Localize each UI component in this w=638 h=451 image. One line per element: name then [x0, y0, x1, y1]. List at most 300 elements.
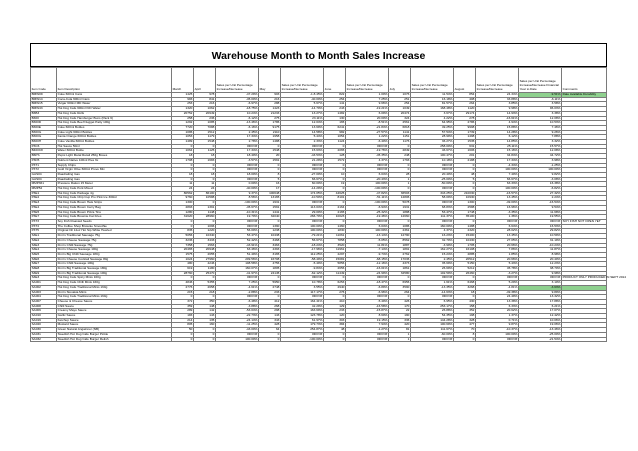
value-cell[interactable]: #DIV/0!: [216, 295, 259, 300]
value-cell[interactable]: 6956: [389, 281, 411, 286]
value-cell[interactable]: 1124: [324, 140, 346, 145]
value-cell[interactable]: 408: [454, 97, 476, 102]
value-cell[interactable]: 266.70%: [281, 215, 324, 220]
item-description-cell[interactable]: Roadrailing Gas: [57, 172, 172, 177]
column-header[interactable]: August: [454, 68, 476, 93]
value-cell[interactable]: 10430: [454, 238, 476, 243]
value-cell[interactable]: 100.00%: [281, 229, 324, 234]
value-cell[interactable]: 1: [389, 337, 411, 342]
value-cell[interactable]: 298: [259, 309, 281, 314]
value-cell[interactable]: -13.14%: [346, 234, 389, 239]
item-description-cell[interactable]: Cheese & Cheese Sauce: [57, 299, 172, 304]
value-cell[interactable]: -6.82%: [519, 187, 562, 192]
value-cell[interactable]: 2748: [259, 285, 281, 290]
value-cell[interactable]: #DIV/0!: [216, 163, 259, 168]
value-cell[interactable]: -19.76%: [346, 149, 389, 154]
item-code-cell[interactable]: BMW14: [31, 97, 57, 102]
value-cell[interactable]: 10.53%: [519, 121, 562, 126]
value-cell[interactable]: -9.84%: [281, 267, 324, 272]
value-cell[interactable]: 1488: [454, 224, 476, 229]
value-cell[interactable]: 251: [389, 97, 411, 102]
value-cell[interactable]: 0: [324, 201, 346, 206]
value-cell[interactable]: -12.16%: [346, 262, 389, 267]
value-cell[interactable]: 619: [172, 267, 194, 272]
value-cell[interactable]: 4846: [172, 281, 194, 286]
item-description-cell[interactable]: Finn's Cheese Sausage 100g: [57, 248, 172, 253]
value-cell[interactable]: 1238: [259, 229, 281, 234]
value-cell[interactable]: 0: [259, 144, 281, 149]
value-cell[interactable]: 14.28%: [476, 130, 519, 135]
item-code-cell[interactable]: MMP52: [31, 187, 57, 192]
item-description-cell[interactable]: Garlic Sauce: [57, 314, 172, 319]
value-cell[interactable]: -1.25%: [519, 163, 562, 168]
value-cell[interactable]: 162.27%: [411, 248, 454, 253]
value-cell[interactable]: 7720: [172, 125, 194, 130]
column-header[interactable]: Sales per Unit Percentage Increase/Decrease: [346, 68, 389, 93]
value-cell[interactable]: 4393: [259, 248, 281, 253]
value-cell[interactable]: 1683: [194, 158, 216, 163]
value-cell[interactable]: 183: [172, 314, 194, 319]
value-cell[interactable]: 5150: [454, 262, 476, 267]
value-cell[interactable]: -3.27%: [476, 271, 519, 276]
value-cell[interactable]: 7.25%: [346, 97, 389, 102]
value-cell[interactable]: 7858: [324, 238, 346, 243]
column-header[interactable]: Sales per Unit Percentage Increase/Decrease: [411, 68, 454, 93]
value-cell[interactable]: -16.57%: [476, 191, 519, 196]
item-description-cell[interactable]: Swedish Hot Dog Cafe Burger Pickle: [57, 332, 172, 337]
value-cell[interactable]: -10.31%: [216, 210, 259, 215]
value-cell[interactable]: 0: [172, 224, 194, 229]
value-cell[interactable]: 253.17%: [411, 304, 454, 309]
item-description-cell[interactable]: Hot Dog Cafe Brown Hats Strips: [57, 201, 172, 206]
value-cell[interactable]: 2188: [454, 158, 476, 163]
value-cell[interactable]: -40.00%: [216, 187, 259, 192]
value-cell[interactable]: 1548: [259, 149, 281, 154]
value-cell[interactable]: 0: [259, 295, 281, 300]
item-code-cell[interactable]: SA030: [31, 328, 57, 333]
value-cell[interactable]: 24: [194, 187, 216, 192]
value-cell[interactable]: 343: [259, 318, 281, 323]
value-cell[interactable]: 6.09%: [346, 111, 389, 116]
value-cell[interactable]: 13.27%: [281, 111, 324, 116]
value-cell[interactable]: 1.22%: [346, 135, 389, 140]
value-cell[interactable]: 3.32%: [519, 140, 562, 145]
column-header[interactable]: Sales per Unit Percentage Increase/Decrease: [281, 68, 324, 93]
value-cell[interactable]: 1708: [172, 158, 194, 163]
value-cell[interactable]: 0: [324, 337, 346, 342]
value-cell[interactable]: -5.05%: [346, 238, 389, 243]
value-cell[interactable]: -15.87%: [346, 309, 389, 314]
value-cell[interactable]: -6.16%: [216, 125, 259, 130]
value-cell[interactable]: 384: [324, 323, 346, 328]
column-header[interactable]: June: [324, 68, 346, 93]
value-cell[interactable]: -22.73%: [216, 314, 259, 319]
item-code-cell[interactable]: B300: [31, 116, 57, 121]
value-cell[interactable]: 216: [259, 97, 281, 102]
value-cell[interactable]: 258.00%: [411, 144, 454, 149]
item-description-cell[interactable]: Finn's Big Traditional Sausage 180g: [57, 267, 172, 272]
value-cell[interactable]: 20474: [389, 111, 411, 116]
value-cell[interactable]: 7358: [172, 243, 194, 248]
value-cell[interactable]: 21233: [259, 111, 281, 116]
value-cell[interactable]: 100648: [259, 191, 281, 196]
value-cell[interactable]: 11961: [324, 248, 346, 253]
value-cell[interactable]: 80562: [172, 191, 194, 196]
value-cell[interactable]: 11061: [324, 234, 346, 239]
value-cell[interactable]: -62.12%: [281, 271, 324, 276]
value-cell[interactable]: 14.93%: [476, 111, 519, 116]
value-cell[interactable]: -100.00%: [216, 201, 259, 206]
value-cell[interactable]: -4.34%: [476, 163, 519, 168]
column-header[interactable]: Sales per Unit Percentage Increase/Decrease: [476, 68, 519, 93]
value-cell[interactable]: 16108: [454, 248, 476, 253]
value-cell[interactable]: #DIV/0!: [519, 276, 562, 281]
value-cell[interactable]: 46.67%: [411, 149, 454, 154]
value-cell[interactable]: 1390: [259, 224, 281, 229]
value-cell[interactable]: 1300: [172, 201, 194, 206]
value-cell[interactable]: 1076: [389, 93, 411, 98]
value-cell[interactable]: -16.01%: [346, 267, 389, 272]
value-cell[interactable]: 2786: [454, 121, 476, 126]
value-cell[interactable]: 0: [194, 219, 216, 224]
value-cell[interactable]: 15.16%: [476, 149, 519, 154]
value-cell[interactable]: 248: [389, 154, 411, 159]
value-cell[interactable]: 7088: [194, 125, 216, 130]
item-description-cell[interactable]: Hot Dog Cafe Rolls: [57, 111, 172, 116]
value-cell[interactable]: -19.46%: [346, 215, 389, 220]
value-cell[interactable]: 64.95%: [411, 121, 454, 126]
value-cell[interactable]: 13.38%: [476, 299, 519, 304]
item-code-cell[interactable]: S3E7: [31, 262, 57, 267]
value-cell[interactable]: 5078: [389, 201, 411, 206]
value-cell[interactable]: 1.61%: [411, 281, 454, 286]
value-cell[interactable]: 2658: [194, 285, 216, 290]
value-cell[interactable]: 1180: [194, 267, 216, 272]
value-cell[interactable]: 163.69%: [281, 309, 324, 314]
value-cell[interactable]: -21.84%: [346, 125, 389, 130]
item-description-cell[interactable]: Water 600ml Bottle: [57, 149, 172, 154]
value-cell[interactable]: 805: [172, 323, 194, 328]
item-description-cell[interactable]: Finn's Traditional Sausage 75g: [57, 234, 172, 239]
value-cell[interactable]: 0: [259, 163, 281, 168]
value-cell[interactable]: 24145: [259, 271, 281, 276]
value-cell[interactable]: 4.37%: [346, 158, 389, 163]
item-code-cell[interactable]: SA032: [31, 337, 57, 342]
item-description-cell[interactable]: Coke Vanilla 600ml Bottles: [57, 140, 172, 145]
value-cell[interactable]: -60.00%: [411, 332, 454, 337]
item-description-cell[interactable]: Hot Dog Cafe Brown Pizza Tins: [57, 210, 172, 215]
value-cell[interactable]: 3.98%: [519, 158, 562, 163]
value-cell[interactable]: 15400: [454, 234, 476, 239]
value-cell[interactable]: 7.86%: [476, 248, 519, 253]
value-cell[interactable]: 52.42%: [216, 238, 259, 243]
value-cell[interactable]: 209.56%: [216, 257, 259, 262]
value-cell[interactable]: 117.17%: [281, 290, 324, 295]
value-cell[interactable]: -10.24%: [519, 243, 562, 248]
value-cell[interactable]: 412: [259, 299, 281, 304]
value-cell[interactable]: -3.99%: [411, 243, 454, 248]
value-cell[interactable]: 9760: [172, 196, 194, 201]
value-cell[interactable]: 0: [259, 332, 281, 337]
value-cell[interactable]: 48: [324, 328, 346, 333]
value-cell[interactable]: 1548: [194, 140, 216, 145]
value-cell[interactable]: -20.43%: [346, 177, 389, 182]
value-cell[interactable]: #DIV/0!: [411, 219, 454, 224]
value-cell[interactable]: 16.38%: [519, 182, 562, 187]
value-cell[interactable]: -4.61%: [216, 285, 259, 290]
value-cell[interactable]: #DIV/0!: [411, 201, 454, 206]
value-cell[interactable]: 27960: [194, 257, 216, 262]
item-code-cell[interactable]: S3E3: [31, 276, 57, 281]
value-cell[interactable]: 6.04%: [346, 224, 389, 229]
value-cell[interactable]: 6818: [389, 125, 411, 130]
value-cell[interactable]: 160: [194, 323, 216, 328]
item-code-cell[interactable]: B6PS: [31, 154, 57, 159]
value-cell[interactable]: -6.96%: [346, 290, 389, 295]
value-cell[interactable]: 81: [389, 328, 411, 333]
value-cell[interactable]: 108.58%: [216, 262, 259, 267]
value-cell[interactable]: 1096: [194, 224, 216, 229]
column-header[interactable]: July: [389, 68, 411, 93]
value-cell[interactable]: 100.00%: [476, 187, 519, 192]
value-cell[interactable]: #DIV/0!: [411, 337, 454, 342]
value-cell[interactable]: 3.38%: [519, 111, 562, 116]
value-cell[interactable]: 190: [389, 314, 411, 319]
value-cell[interactable]: 983: [172, 97, 194, 102]
value-cell[interactable]: 34.84%: [476, 154, 519, 159]
item-code-cell[interactable]: B300E: [31, 125, 57, 130]
value-cell[interactable]: 0: [259, 276, 281, 281]
value-cell[interactable]: 48: [454, 172, 476, 177]
item-description-cell[interactable]: Hot Dog Cafe Chilli Minis 160g: [57, 281, 172, 286]
item-code-cell[interactable]: S3E9: [31, 271, 57, 276]
item-code-cell[interactable]: P3E2: [31, 196, 57, 201]
item-code-cell[interactable]: B300H: [31, 140, 57, 145]
value-cell[interactable]: 11.54%: [411, 93, 454, 98]
value-cell[interactable]: 11.87%: [519, 248, 562, 253]
value-cell[interactable]: 0: [194, 168, 216, 173]
column-header[interactable]: Sales per Unit Percentage Increase/Decrease Financial Year to Date: [519, 68, 562, 93]
value-cell[interactable]: #DIV/0!: [346, 163, 389, 168]
value-cell[interactable]: 1391: [194, 205, 216, 210]
value-cell[interactable]: 2361: [389, 229, 411, 234]
value-cell[interactable]: 2.45%: [411, 257, 454, 262]
value-cell[interactable]: 6.64%: [476, 224, 519, 229]
value-cell[interactable]: 254: [324, 97, 346, 102]
value-cell[interactable]: 1748: [454, 210, 476, 215]
value-cell[interactable]: 10.24%: [216, 111, 259, 116]
value-cell[interactable]: -3.08%: [519, 177, 562, 182]
value-cell[interactable]: 16.53%: [519, 224, 562, 229]
item-description-cell[interactable]: Coke Light 600ml Bottles: [57, 130, 172, 135]
column-header[interactable]: March: [172, 68, 194, 93]
value-cell[interactable]: 66.67%: [476, 177, 519, 182]
value-cell[interactable]: 8.56%: [216, 196, 259, 201]
value-cell[interactable]: 1176: [389, 140, 411, 145]
value-cell[interactable]: 233: [259, 290, 281, 295]
value-cell[interactable]: 2297: [324, 252, 346, 257]
value-cell[interactable]: 3.85%: [476, 102, 519, 107]
value-cell[interactable]: 5.67%: [281, 102, 324, 107]
item-code-cell[interactable]: BMW09: [31, 93, 57, 98]
value-cell[interactable]: -49.38%: [476, 290, 519, 295]
value-cell[interactable]: -6.97%: [216, 102, 259, 107]
value-cell[interactable]: -14.70%: [281, 107, 324, 112]
item-description-cell[interactable]: Finn's Cheese Sausage 75g: [57, 238, 172, 243]
value-cell[interactable]: 8.60%: [346, 314, 389, 319]
value-cell[interactable]: 35100: [454, 215, 476, 220]
value-cell[interactable]: 28960: [194, 215, 216, 220]
value-cell[interactable]: 1498: [454, 135, 476, 140]
value-cell[interactable]: 14.58%: [281, 130, 324, 135]
value-cell[interactable]: 0: [172, 177, 194, 182]
value-cell[interactable]: -40.00%: [281, 97, 324, 102]
value-cell[interactable]: -3.88%: [216, 304, 259, 309]
value-cell[interactable]: 18: [194, 172, 216, 177]
value-cell[interactable]: 1179: [194, 135, 216, 140]
item-code-cell[interactable]: P3E3: [31, 201, 57, 206]
value-cell[interactable]: 12806: [389, 196, 411, 201]
value-cell[interactable]: -9.74%: [346, 252, 389, 257]
value-cell[interactable]: 164.41%: [281, 299, 324, 304]
item-code-cell[interactable]: BMW15: [31, 102, 57, 107]
item-description-cell[interactable]: The Coffee Shop Brownie Smoothie: [57, 224, 172, 229]
value-cell[interactable]: 9.26%: [519, 130, 562, 135]
value-cell[interactable]: 25470: [194, 271, 216, 276]
value-cell[interactable]: -10.50%: [281, 196, 324, 201]
value-cell[interactable]: 100.00%: [216, 337, 259, 342]
value-cell[interactable]: 410: [324, 299, 346, 304]
value-cell[interactable]: 36.27%: [411, 140, 454, 145]
value-cell[interactable]: 2776: [172, 285, 194, 290]
value-cell[interactable]: 28.99%: [411, 135, 454, 140]
value-cell[interactable]: -24.99%: [346, 271, 389, 276]
value-cell[interactable]: 2.33%: [281, 140, 324, 145]
value-cell[interactable]: 0: [454, 295, 476, 300]
value-cell[interactable]: 3268: [454, 285, 476, 290]
value-cell[interactable]: 1086: [172, 130, 194, 135]
value-cell[interactable]: 44625: [324, 191, 346, 196]
value-cell[interactable]: 289: [172, 309, 194, 314]
value-cell[interactable]: 6.12%: [476, 135, 519, 140]
value-cell[interactable]: 18: [172, 172, 194, 177]
value-cell[interactable]: 100.47%: [411, 154, 454, 159]
value-cell[interactable]: 13.69%: [281, 125, 324, 130]
value-cell[interactable]: 6.04%: [346, 172, 389, 177]
value-cell[interactable]: 50: [172, 328, 194, 333]
value-cell[interactable]: 372: [172, 299, 194, 304]
item-code-cell[interactable]: SA003: [31, 290, 57, 295]
value-cell[interactable]: -13.46%: [519, 328, 562, 333]
value-cell[interactable]: 6241: [324, 125, 346, 130]
value-cell[interactable]: #DIV/0!: [281, 332, 324, 337]
value-cell[interactable]: -51.11%: [346, 196, 389, 201]
item-code-cell[interactable]: P3E4: [31, 205, 57, 210]
value-cell[interactable]: -14.29%: [281, 187, 324, 192]
value-cell[interactable]: 3.10%: [519, 281, 562, 286]
item-code-cell[interactable]: S3E3: [31, 243, 57, 248]
value-cell[interactable]: 2065: [324, 149, 346, 154]
value-cell[interactable]: 31620: [172, 215, 194, 220]
value-cell[interactable]: 13.45%: [476, 234, 519, 239]
value-cell[interactable]: 0: [172, 337, 194, 342]
value-cell[interactable]: 135: [194, 318, 216, 323]
item-code-cell[interactable]: S3E8: [31, 267, 57, 272]
value-cell[interactable]: -6.94%: [346, 205, 389, 210]
value-cell[interactable]: -21.54%: [519, 337, 562, 342]
item-description-cell[interactable]: Ketchup Sauce: [57, 318, 172, 323]
value-cell[interactable]: 218: [194, 290, 216, 295]
value-cell[interactable]: 28760: [172, 271, 194, 276]
value-cell[interactable]: 45.78%: [476, 267, 519, 272]
value-cell[interactable]: #DIV/0!: [519, 219, 562, 224]
value-cell[interactable]: -25.00%: [519, 332, 562, 337]
value-cell[interactable]: 60.00%: [281, 182, 324, 187]
value-cell[interactable]: #DIV/0!: [411, 163, 454, 168]
value-cell[interactable]: 13165: [259, 196, 281, 201]
value-cell[interactable]: 1891: [389, 248, 411, 253]
value-cell[interactable]: 66.67%: [281, 177, 324, 182]
value-cell[interactable]: 1805: [259, 267, 281, 272]
value-cell[interactable]: 0: [324, 163, 346, 168]
value-cell[interactable]: -18.24%: [281, 243, 324, 248]
value-cell[interactable]: 328: [454, 318, 476, 323]
value-cell[interactable]: 1575: [172, 252, 194, 257]
item-code-cell[interactable]: P3E7: [31, 215, 57, 220]
value-cell[interactable]: 13.32%: [519, 295, 562, 300]
value-cell[interactable]: 12660: [389, 215, 411, 220]
value-cell[interactable]: 18.40%: [216, 154, 259, 159]
value-cell[interactable]: 0: [324, 295, 346, 300]
value-cell[interactable]: 20.40%: [411, 172, 454, 177]
value-cell[interactable]: 0: [194, 177, 216, 182]
value-cell[interactable]: -6.48%: [216, 299, 259, 304]
value-cell[interactable]: 254.87%: [281, 328, 324, 333]
value-cell[interactable]: 100.00%: [476, 332, 519, 337]
value-cell[interactable]: 17036: [389, 257, 411, 262]
value-cell[interactable]: 26.88%: [411, 309, 454, 314]
value-cell[interactable]: #DIV/0!: [281, 168, 324, 173]
value-cell[interactable]: 1482: [324, 111, 346, 116]
item-code-cell[interactable]: SA019: [31, 318, 57, 323]
value-cell[interactable]: 100.00%: [476, 168, 519, 173]
value-cell[interactable]: 0: [324, 168, 346, 173]
value-cell[interactable]: 57.54%: [411, 130, 454, 135]
value-cell[interactable]: -1.8.45%: [281, 93, 324, 98]
value-cell[interactable]: -27.57%: [346, 130, 389, 135]
value-cell[interactable]: 268: [259, 304, 281, 309]
value-cell[interactable]: 24: [172, 187, 194, 192]
value-cell[interactable]: 10588: [194, 196, 216, 201]
value-cell[interactable]: 15.57%: [519, 144, 562, 149]
item-description-cell[interactable]: Finn's Cheese Cocktail Sausage 80g: [57, 257, 172, 262]
value-cell[interactable]: -18.47%: [346, 281, 389, 286]
value-cell[interactable]: 1120: [454, 107, 476, 112]
value-cell[interactable]: 15.88%: [476, 125, 519, 130]
value-cell[interactable]: 111.37%: [411, 215, 454, 220]
value-cell[interactable]: 0: [194, 201, 216, 206]
value-cell[interactable]: -6.89%: [346, 285, 389, 290]
value-cell[interactable]: 0: [389, 168, 411, 173]
value-cell[interactable]: 26.69%: [411, 267, 454, 272]
value-cell[interactable]: 100.69%: [411, 323, 454, 328]
value-cell[interactable]: 2561: [389, 121, 411, 126]
value-cell[interactable]: 0: [324, 144, 346, 149]
value-cell[interactable]: 10.18%: [411, 158, 454, 163]
value-cell[interactable]: 1460: [324, 224, 346, 229]
comment-cell[interactable]: [562, 337, 607, 342]
value-cell[interactable]: 16.96%: [476, 205, 519, 210]
